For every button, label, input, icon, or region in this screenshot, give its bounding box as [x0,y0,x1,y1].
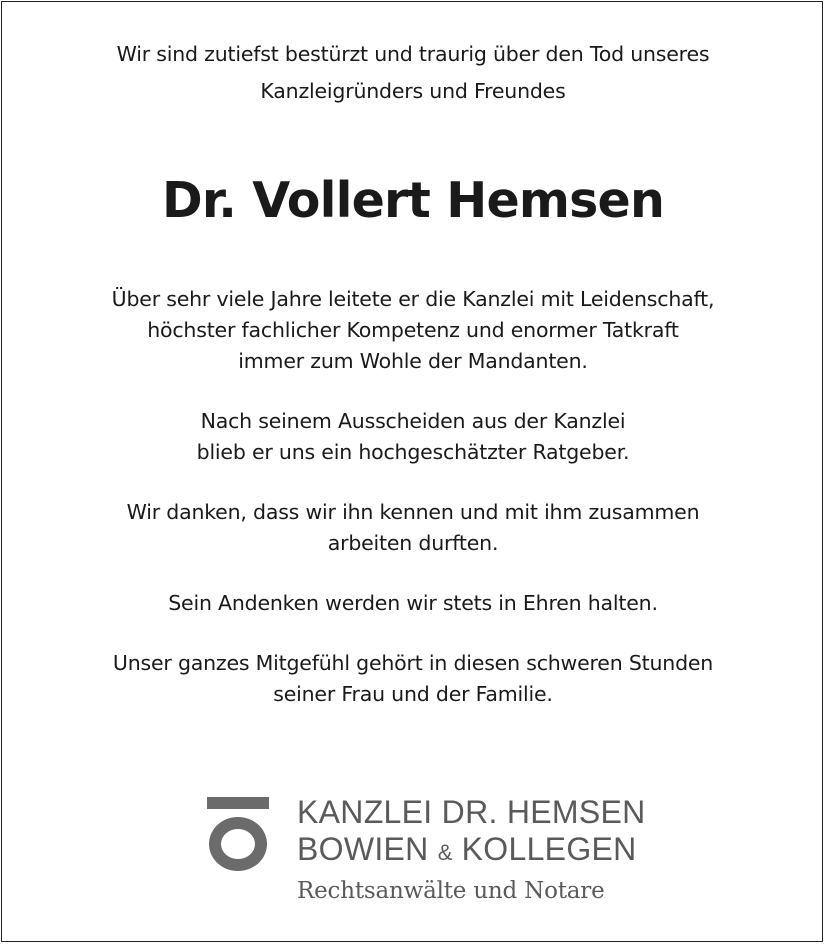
paragraph-advisor [0,406,826,468]
logo-ring [209,817,267,871]
firm-signature [297,794,646,906]
text-line: blieb er uns ein hochgeschätzter Ratgeber. [196,440,630,464]
text-line: immer zum Wohle der Mandanten. [238,349,588,373]
text-line: Wir danken, dass wir ihn kennen und mit ihm zusammen [126,500,700,524]
firm-subtitle: Rechtsanwälte und Notare [297,878,605,904]
text-line: arbeiten durften. [327,531,499,555]
text-line: Unser ganzes Mitgefühl gehört in diesen schweren Stunden [112,651,714,675]
text-line: Über sehr viele Jahre leitete er die Kanzlei mit Leidenschaft, [111,287,715,311]
logo-bar [207,797,269,809]
notice-body [0,284,826,739]
text-line: höchster fachlicher Kompetenz und enormer Tatkraft [147,318,679,342]
paragraph-memory [0,588,826,619]
firm-colleagues: KOLLEGEN [452,831,637,867]
intro-line: Wir sind zutiefst bestürzt und traurig über den Tod unseres [116,42,710,66]
intro-text [0,36,826,110]
text-line: Sein Andenken werden wir stets in Ehren halten. [168,591,658,615]
hemsen-logo-icon [207,797,269,875]
firm-name-line: KANZLEI DR. HEMSEN [297,794,646,830]
paragraph-tribute [0,284,826,377]
intro-line: Kanzleigründers und Freundes [260,79,566,103]
paragraph-condolence [0,648,826,710]
text-line: Nach seinem Ausscheiden aus der Kanzlei [200,409,626,433]
paragraph-thanks [0,497,826,559]
ampersand: & [437,840,453,865]
firm-name-line-2 [297,831,646,871]
text-line: seiner Frau und der Familie. [273,682,553,706]
firm-partner: BOWIEN [297,831,438,867]
deceased-name: Dr. Vollert Hemsen [161,172,665,229]
